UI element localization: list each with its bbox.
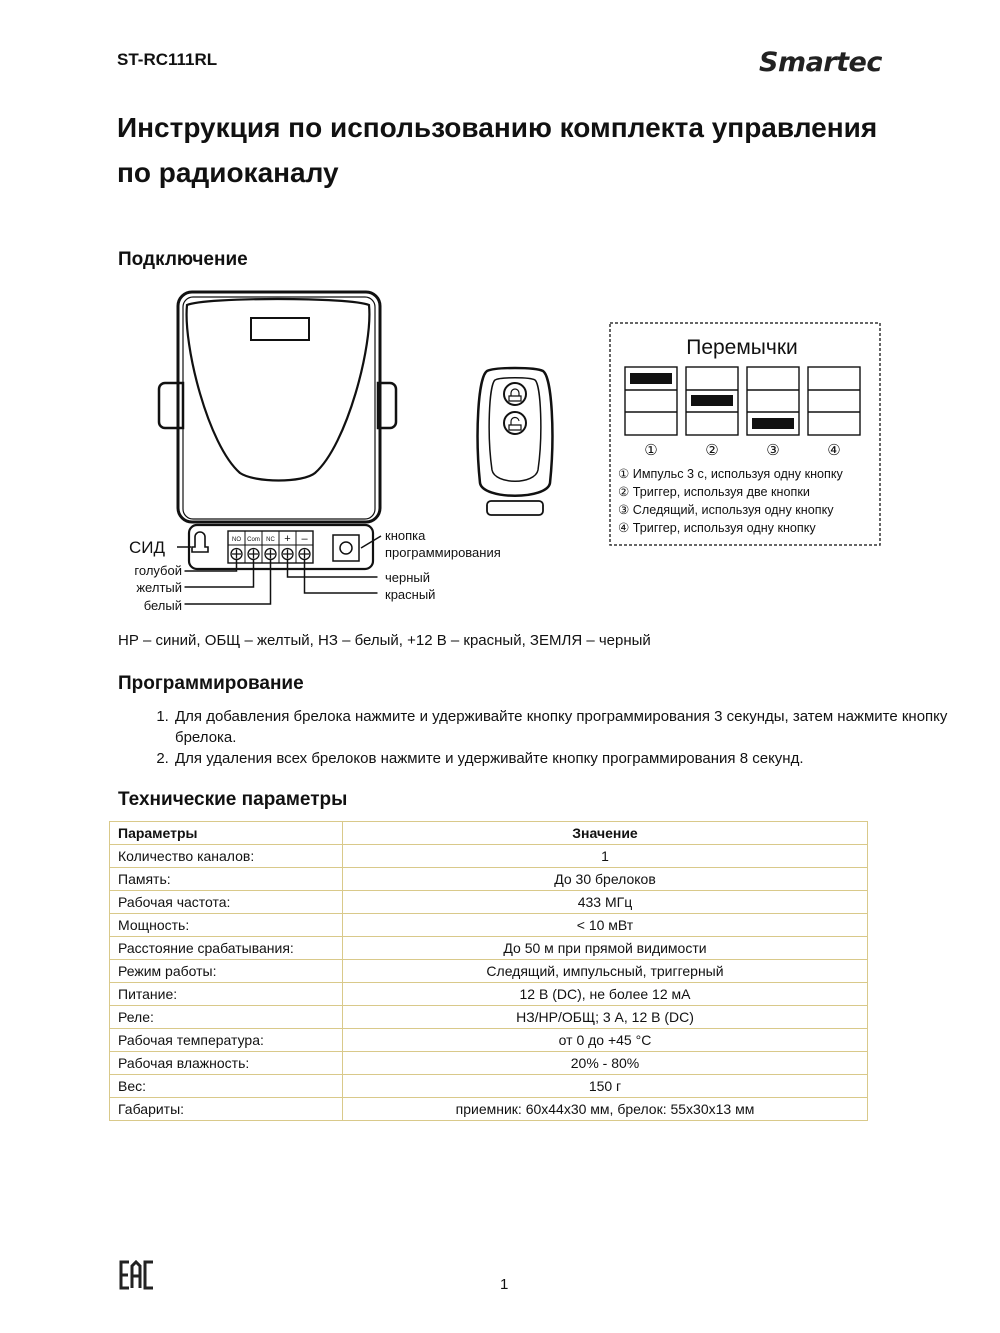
param-name: Режим работы:: [110, 960, 343, 983]
table-row: [110, 1006, 868, 1029]
table-row: [110, 845, 868, 868]
param-value: от 0 до +45 °C: [343, 1029, 868, 1052]
param-name: Рабочая частота:: [110, 891, 343, 914]
terminal-label: NC: [266, 537, 275, 543]
table-row: [110, 1098, 868, 1121]
terminal-label: –: [301, 533, 308, 545]
jumper-number: ①: [644, 442, 658, 459]
param-value: До 30 брелоков: [343, 868, 868, 891]
table-header-row: [110, 822, 868, 845]
param-value: До 50 м при прямой видимости: [343, 937, 868, 960]
table-row: [110, 960, 868, 983]
terminal-label: NO: [232, 537, 241, 543]
connection-diagram: [115, 285, 895, 625]
terminal-label: Com: [247, 537, 260, 543]
param-name: Габариты:: [110, 1098, 343, 1121]
tech-params-table: [109, 821, 868, 1121]
programming-step: 2. Для удаления всех брелоков нажмите и удерживайте кнопку программирования 8 секунд.: [173, 748, 963, 769]
param-value: Следящий, импульсный, триггерный: [343, 960, 868, 983]
jumper-legend-item: ④ Триггер, используя одну кнопку: [618, 521, 816, 535]
wire-colors-note: НР – синий, ОБЩ – желтый, НЗ – белый, +12 В – красный, ЗЕМЛЯ – черный: [118, 632, 651, 649]
eac-mark: [119, 1260, 157, 1290]
section-heading-programming: Программирование: [118, 673, 304, 694]
page-number: 1: [500, 1276, 509, 1293]
table-row: [110, 983, 868, 1006]
jumper-legend-item: ② Триггер, используя две кнопки: [618, 485, 810, 499]
param-value: приемник: 60x44x30 мм, брелок: 55x30x13 мм: [343, 1098, 868, 1121]
param-value: 1: [343, 845, 868, 868]
param-name: Реле:: [110, 1006, 343, 1029]
wire-yellow-label: желтый: [136, 580, 182, 595]
param-name: Вес:: [110, 1075, 343, 1098]
section-heading-connection: Подключение: [118, 249, 248, 270]
table-row: [110, 1029, 868, 1052]
keyfob-illustration: [478, 368, 553, 515]
button-label-line2: программирования: [385, 545, 501, 560]
receiver-illustration: [159, 292, 396, 604]
logo-text: Smartec: [759, 47, 882, 78]
table-row: [110, 914, 868, 937]
param-value: 150 г: [343, 1075, 868, 1098]
param-name: Рабочая влажность:: [110, 1052, 343, 1075]
param-value: < 10 мВт: [343, 914, 868, 937]
jumper-number: ③: [766, 442, 780, 459]
wire-white-label: белый: [143, 598, 182, 613]
smartec-logo: [757, 38, 887, 82]
jumpers-title: Перемычки: [686, 336, 798, 359]
param-value: НЗ/НР/ОБЩ; 3 А, 12 В (DC): [343, 1006, 868, 1029]
param-name: Память:: [110, 868, 343, 891]
jumper-legend-item: ③ Следящий, используя одну кнопку: [618, 503, 834, 517]
param-value: 20% - 80%: [343, 1052, 868, 1075]
page-title: Инструкция по использованию комплекта управления по радиоканалу: [117, 112, 878, 188]
led-label: СИД: [129, 538, 166, 557]
column-header-param: Параметры: [110, 822, 343, 845]
param-name: Количество каналов:: [110, 845, 343, 868]
param-name: Мощность:: [110, 914, 343, 937]
programming-steps: [118, 706, 963, 769]
param-name: Расстояние срабатывания:: [110, 937, 343, 960]
column-header-value: Значение: [343, 822, 868, 845]
document-model: ST-RC111RL: [117, 50, 218, 69]
terminal-label: +: [284, 533, 291, 545]
wire-red-label: красный: [385, 587, 436, 602]
button-label-line1: кнопка: [385, 528, 426, 543]
wire-black-label: черный: [385, 570, 431, 585]
jumper-number: ④: [827, 442, 841, 459]
jumper-legend-item: ① Импульс 3 с, используя одну кнопку: [618, 467, 843, 481]
param-name: Рабочая температура:: [110, 1029, 343, 1052]
table-row: [110, 1052, 868, 1075]
wire-blue-label: голубой: [134, 563, 182, 578]
param-name: Питание:: [110, 983, 343, 1006]
jumper-number: ②: [705, 442, 719, 459]
table-row: [110, 891, 868, 914]
table-row: [110, 937, 868, 960]
param-value: 12 В (DC), не более 12 мА: [343, 983, 868, 1006]
table-row: [110, 868, 868, 891]
param-value: 433 МГц: [343, 891, 868, 914]
programming-step: 1. Для добавления брелока нажмите и удерживайте кнопку программирования 3 секунды, затем нажмите кнопку брелока.: [173, 706, 963, 748]
section-heading-tech: Технические параметры: [118, 789, 348, 810]
table-row: [110, 1075, 868, 1098]
jumpers-panel: [610, 323, 880, 545]
